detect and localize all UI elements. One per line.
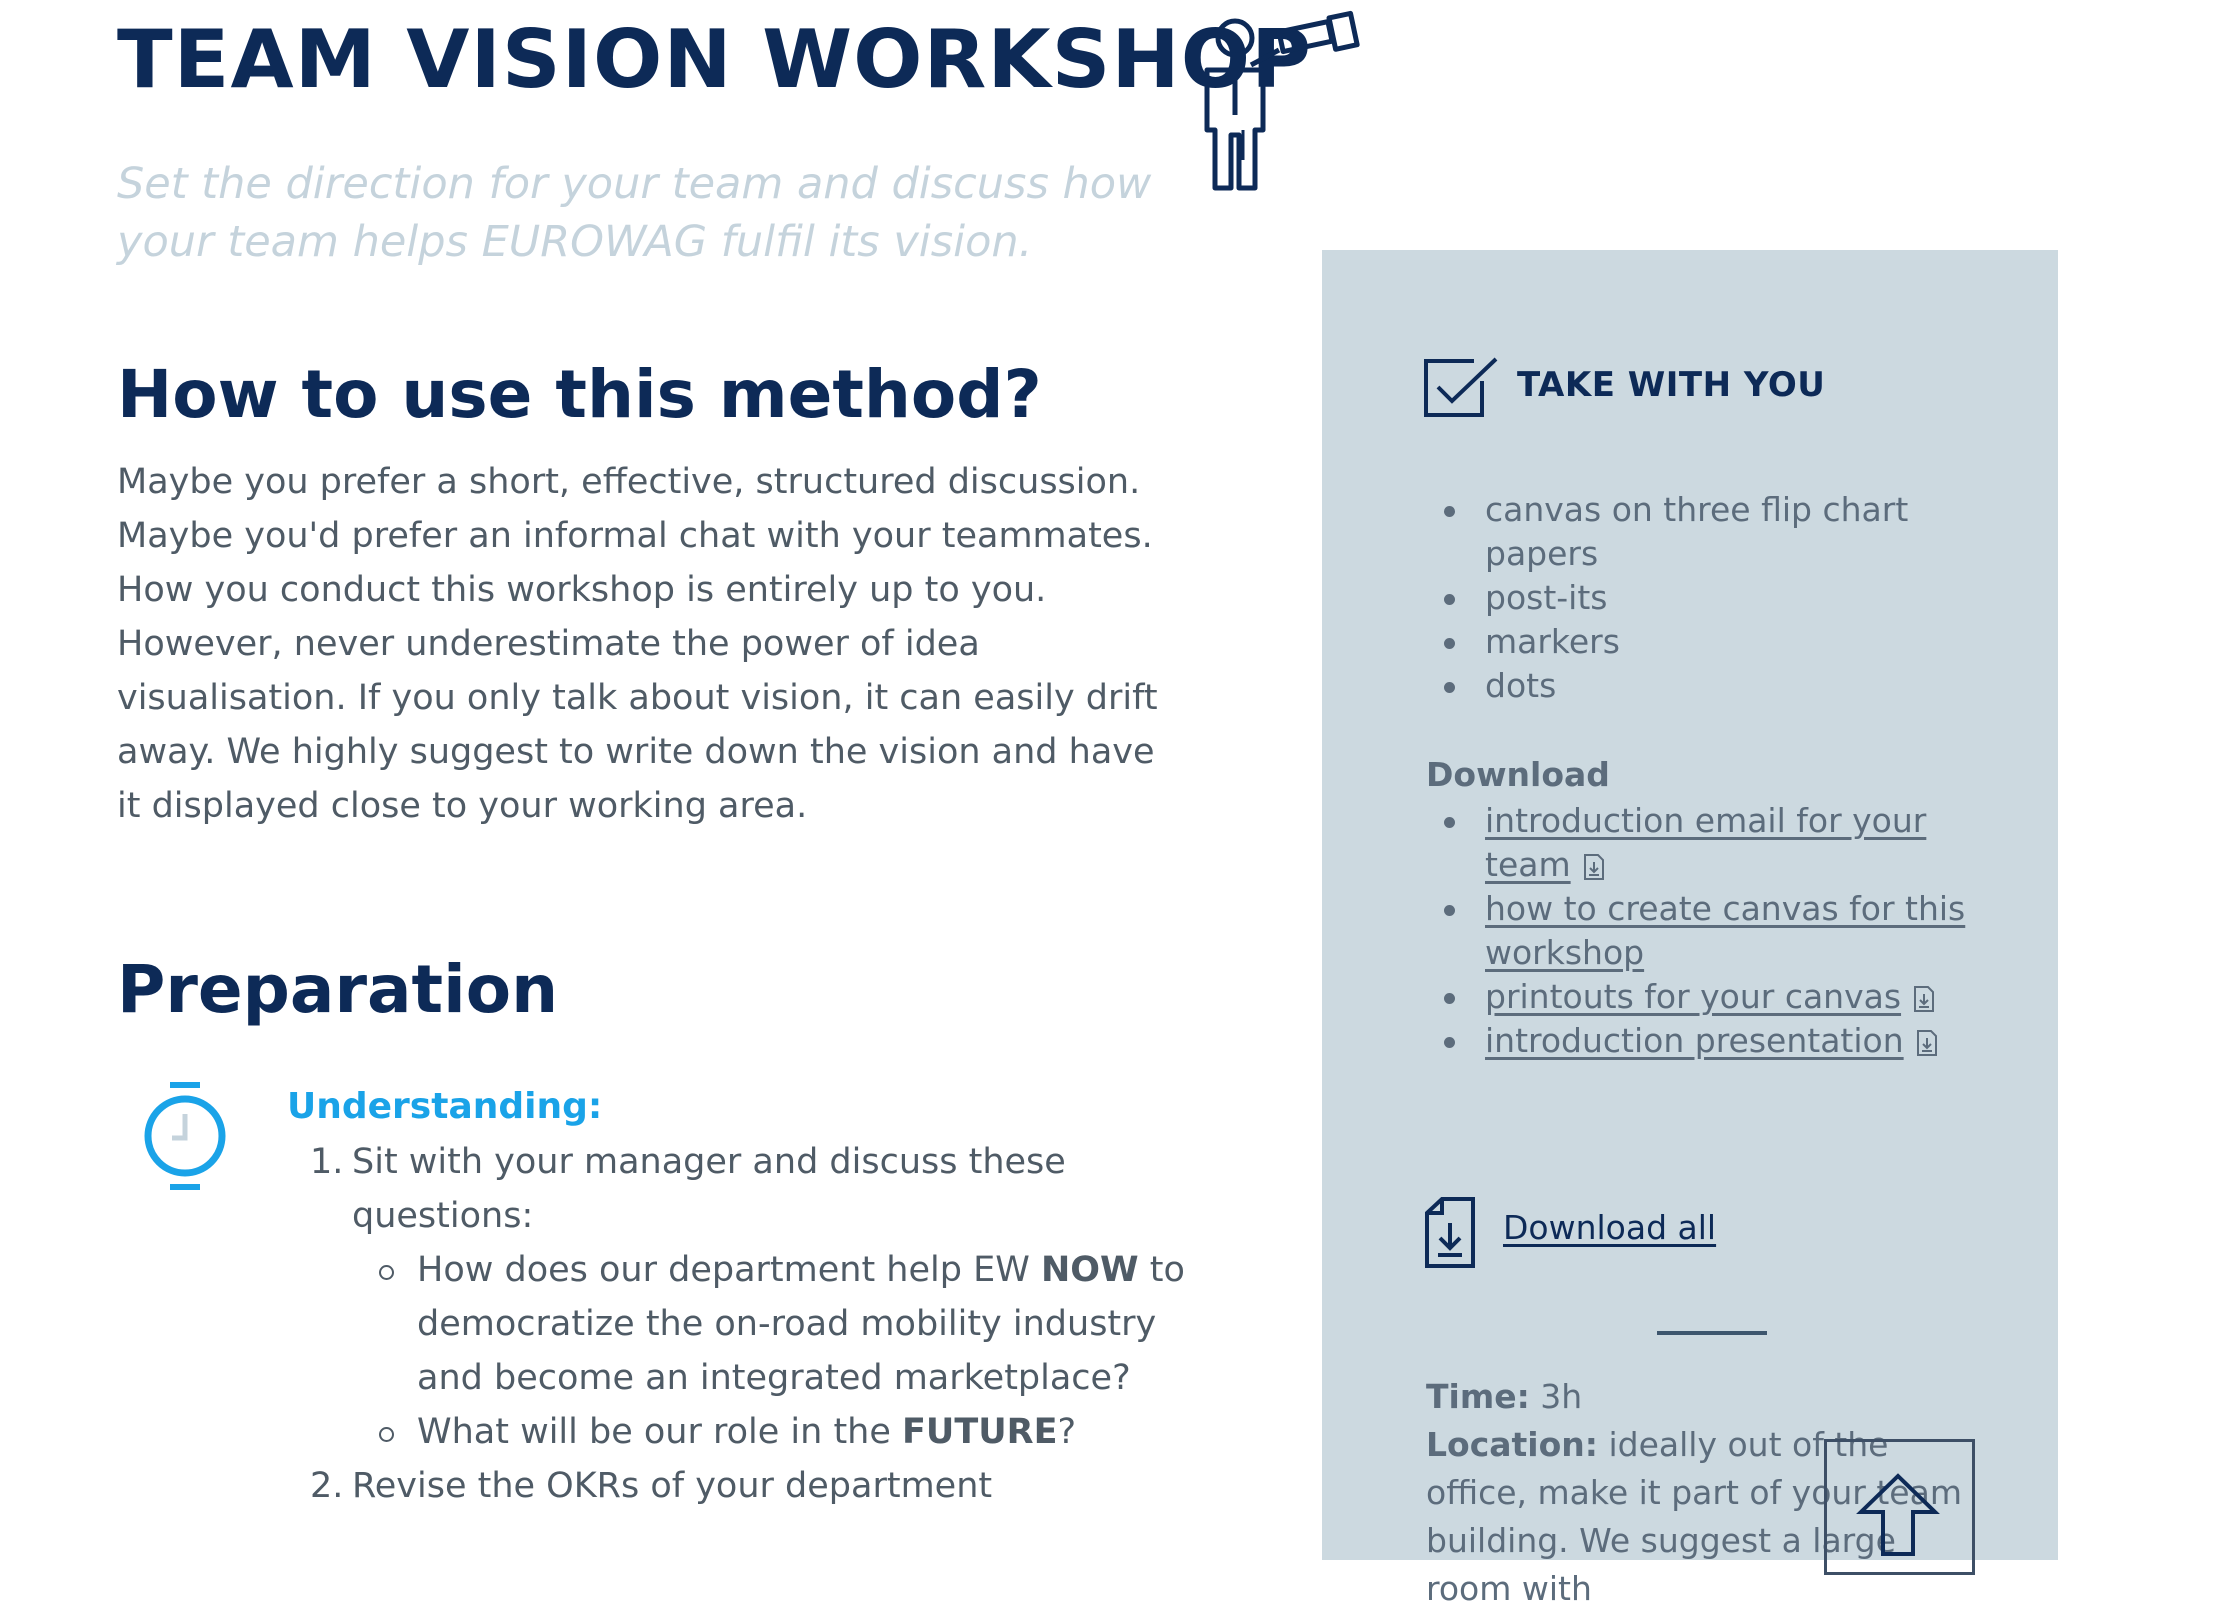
time-label: Time: <box>1426 1377 1530 1416</box>
take-with-you-list <box>1426 488 1986 708</box>
question-emphasis: FUTURE <box>902 1412 1058 1452</box>
how-to-heading: How to use this method? <box>117 356 1042 433</box>
page-title: TEAM VISION WORKSHOP <box>117 13 1312 106</box>
list-item <box>417 1405 1190 1459</box>
list-item: canvas on three flip chart papers <box>1426 488 1986 576</box>
download-link-presentation[interactable]: introduction presentation <box>1485 1021 1904 1060</box>
divider <box>1657 1331 1767 1335</box>
scroll-to-top-button[interactable] <box>1824 1439 1975 1575</box>
file-download-icon[interactable] <box>1913 985 1935 1013</box>
list-item <box>1426 799 1986 887</box>
question-list <box>352 1243 1190 1459</box>
list-item: dots <box>1426 664 1986 708</box>
stopwatch-icon <box>142 1080 228 1192</box>
file-download-icon[interactable] <box>1583 853 1605 881</box>
question-text: to democratize the on-road mobility industry and become an integrated marketplace? <box>417 1250 1185 1398</box>
take-with-you-title: TAKE WITH YOU <box>1517 365 1826 405</box>
how-to-body: Maybe you prefer a short, effective, structured discussion. Maybe you'd prefer an informal chat with your teammates. How you conduct this workshop is entirely up to you. However, never underestimate the power of idea visualisation. If you only talk about vision, it can easily drift away. We highly suggest to write down the vision and have it displayed close to your working area. <box>117 462 1158 826</box>
preparation-heading: Preparation <box>117 951 559 1028</box>
step-number: 1. <box>310 1142 344 1182</box>
list-item <box>417 1243 1190 1405</box>
download-link-printouts[interactable]: printouts for your canvas <box>1485 977 1902 1016</box>
person-with-telescope-icon <box>1195 10 1365 195</box>
understanding-label: Understanding: <box>287 1086 603 1127</box>
download-link-intro-email[interactable]: introduction email for your team <box>1485 801 1927 884</box>
download-heading: Download <box>1426 755 1610 794</box>
list-item <box>1426 887 1986 975</box>
time-value: 3h <box>1529 1377 1583 1416</box>
step-text: Revise the OKRs of your department <box>352 1466 993 1506</box>
list-item: post-its <box>1426 576 1986 620</box>
download-list <box>1426 799 1986 1063</box>
list-item <box>310 1135 1190 1459</box>
download-link-canvas-howto[interactable]: how to create canvas for this workshop <box>1485 889 1966 972</box>
location-label: Location: <box>1426 1425 1598 1464</box>
checkbox-icon <box>1424 357 1500 419</box>
arrow-up-icon <box>1855 1472 1941 1558</box>
download-all-link[interactable]: Download all <box>1503 1208 1717 1247</box>
question-text: What will be our role in the <box>417 1412 903 1452</box>
download-all-file-icon[interactable] <box>1424 1197 1476 1269</box>
step-text: Sit with your manager and discuss these questions: <box>352 1142 1066 1236</box>
page-subtitle: Set the direction for your team and discuss how your team helps EUROWAG fulfil its vision. <box>117 159 1152 267</box>
list-item <box>310 1459 1190 1513</box>
list-item: markers <box>1426 620 1986 664</box>
preparation-steps <box>310 1135 1190 1513</box>
list-item <box>1426 1019 1986 1063</box>
question-text: How does our department help EW <box>417 1250 1041 1290</box>
location-value: ideally out of the office, make it part of your team building. We suggest a large room with <box>1426 1425 1962 1608</box>
question-emphasis: NOW <box>1040 1250 1139 1290</box>
list-item <box>1426 975 1986 1019</box>
question-text: ? <box>1057 1412 1077 1452</box>
file-download-icon[interactable] <box>1916 1029 1938 1057</box>
step-number: 2. <box>310 1466 344 1506</box>
